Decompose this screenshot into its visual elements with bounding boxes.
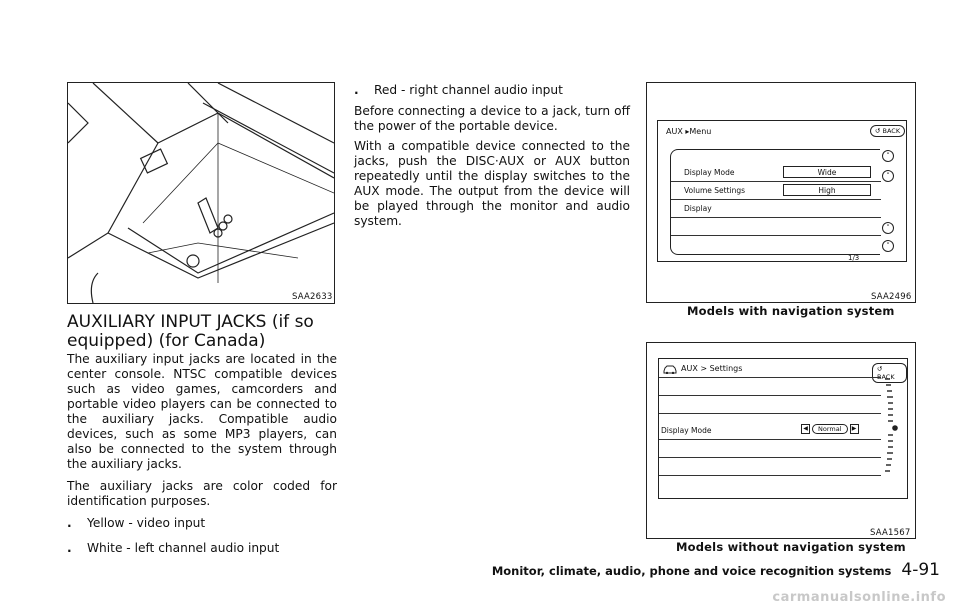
nonnav-display-screen: [658, 358, 908, 499]
display-mode-label: Display Mode: [661, 426, 712, 435]
figure-caption: SAA1567: [870, 528, 911, 538]
list-divider: [659, 457, 881, 458]
bullet-white: . White - left channel audio input: [67, 541, 280, 555]
list-divider: [659, 377, 881, 378]
console-illustration: [67, 82, 335, 304]
list-divider: [659, 413, 881, 414]
menu-row[interactable]: Volume Settings High: [671, 182, 881, 200]
page-up-icon[interactable]: ˄: [882, 150, 894, 162]
scroll-rail: [882, 148, 894, 254]
page-footer: [492, 560, 940, 580]
list-divider: [659, 475, 881, 476]
nav-display-screen: [657, 120, 907, 262]
display-mode-control: [801, 423, 859, 435]
paragraph-location: The auxiliary input jacks are located in the center console. NTSC compatible devices such as video games, camcorders and portable video players can be connected to the auxiliary jacks. Compatible audio devices, such as some MP3 players, can also be connected to the system through the auxiliary jacks.: [67, 352, 337, 471]
menu-row: [671, 218, 881, 236]
figure-caption: SAA2496: [871, 292, 912, 302]
aux-jacks-drawing: [68, 83, 334, 303]
paragraph-aux-mode: With a compatible device connected to the jacks, push the DISC·AUX or AUX button repeatedly until the display switches to the AUX mode. The output from the device will be played through the monitor and audio system.: [354, 139, 630, 228]
scroll-up-icon[interactable]: ˄: [882, 170, 894, 182]
list-divider: [659, 395, 881, 396]
paragraph-color-code: The auxiliary jacks are color coded for identification purposes.: [67, 479, 337, 508]
section-heading: AUXILIARY INPUT JACKS (if so equipped) (for Canada): [67, 312, 314, 351]
figure-caption: SAA2633: [292, 292, 333, 302]
page-indicator: 1/3: [848, 254, 860, 262]
list-divider: [659, 439, 881, 440]
bullet-yellow: . Yellow - video input: [67, 516, 206, 530]
nonnav-model-caption: Models without navigation system: [676, 540, 906, 554]
nav-model-caption: Models with navigation system: [687, 304, 895, 318]
page-down-icon[interactable]: ˅: [882, 240, 894, 252]
left-arrow-icon[interactable]: ◀: [801, 424, 810, 434]
page-number: 4-91: [901, 560, 940, 580]
dial-scale-icon: [881, 369, 905, 489]
screen-title: AUX > Settings: [681, 364, 743, 373]
scroll-down-icon[interactable]: ˅: [882, 222, 894, 234]
paragraph-power-off: Before connecting a device to a jack, turn off the power of the portable device.: [354, 104, 630, 133]
menu-row[interactable]: Display: [671, 200, 881, 218]
setting-value: High: [783, 184, 871, 196]
watermark: carmanualsonline.info: [772, 590, 946, 605]
back-button[interactable]: ↺ BACK: [870, 125, 905, 137]
display-mode-value: Normal: [812, 424, 848, 434]
menu-row[interactable]: Display Mode Wide: [671, 164, 881, 182]
chapter-title: Monitor, climate, audio, phone and voice recognition systems: [491, 564, 892, 578]
setting-value: Wide: [783, 166, 871, 178]
menu-list: [670, 149, 880, 255]
bullet-red: . Red - right channel audio input: [354, 83, 563, 97]
right-arrow-icon[interactable]: ▶: [850, 424, 859, 434]
back-button[interactable]: ↺ BACK: [872, 363, 907, 383]
car-icon: [663, 364, 677, 374]
screen-title: AUX ▸Menu: [666, 127, 712, 136]
